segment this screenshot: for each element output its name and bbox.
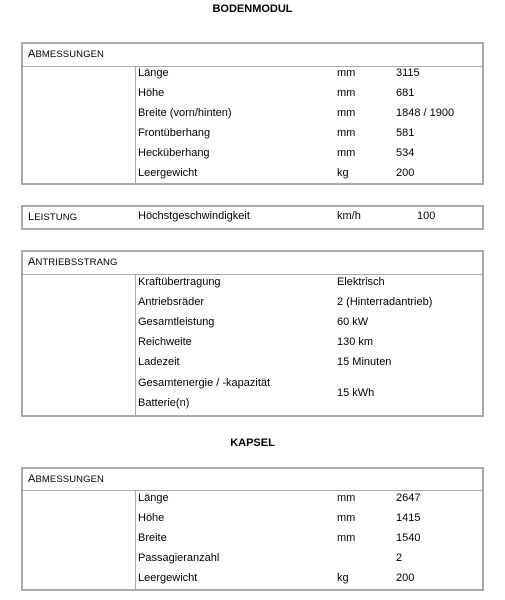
row-value: 200 <box>396 167 415 179</box>
row-value: 15 kWh <box>337 387 375 399</box>
row-label: Leergewicht <box>138 572 198 584</box>
row-label: Breite (vorn/hinten) <box>138 107 232 119</box>
column-divider <box>135 66 136 183</box>
row-value: 1415 <box>396 512 421 524</box>
row-value: 2647 <box>396 492 421 504</box>
column-divider <box>135 490 136 589</box>
row-value: 1848 / 1900 <box>396 107 455 119</box>
row-label: Gesamtleistung <box>138 316 215 328</box>
row-label: Passagieranzahl <box>138 552 220 564</box>
row-label: Höhe <box>138 512 165 524</box>
row-value: 1540 <box>396 532 421 544</box>
table-header <box>23 252 482 275</box>
row-label: Gesamtenergie / -kapazität <box>138 377 271 389</box>
row-value: 60 kW <box>337 316 369 328</box>
row-label: Leergewicht <box>138 167 198 179</box>
row-unit: kg <box>337 167 349 179</box>
table-caption: ABMESSUNGEN <box>28 48 105 60</box>
row-value: 2 <box>396 552 403 564</box>
row-label: Breite <box>138 532 167 544</box>
row-label: Hecküberhang <box>138 147 210 159</box>
row-label: Länge <box>138 492 169 504</box>
row-label: Frontüberhang <box>138 127 211 139</box>
row-label: Kraftübertragung <box>138 276 221 288</box>
row-label: Höhe <box>138 87 165 99</box>
column-divider <box>135 274 136 415</box>
row-unit: kg <box>337 572 349 584</box>
row-label: Länge <box>138 67 169 79</box>
row-label: Antriebsräder <box>138 296 205 308</box>
table-header <box>23 44 482 67</box>
row-value: 534 <box>396 147 415 159</box>
table-caption: ABMESSUNGEN <box>28 473 105 485</box>
row-value: 130 km <box>337 336 374 348</box>
table-header <box>23 469 482 491</box>
row-label: Batterie(n) <box>138 397 190 409</box>
row-unit: mm <box>337 492 356 504</box>
row-unit: mm <box>337 512 356 524</box>
section-title-bodenmodul: BODENMODUL <box>212 3 293 15</box>
row-unit: mm <box>337 87 356 99</box>
row-value: 681 <box>396 87 415 99</box>
row-value: 2 (Hinterradantrieb) <box>337 296 433 308</box>
table-kapsel-abmessungen <box>21 467 484 591</box>
table-antriebsstrang <box>21 250 484 417</box>
row-value: 200 <box>396 572 415 584</box>
row-value: Elektrisch <box>337 276 385 288</box>
table-bodenmodul-abmessungen <box>21 42 484 185</box>
row-value: 15 Minuten <box>337 356 392 368</box>
row-value: 3115 <box>396 67 420 79</box>
table-caption: ANTRIEBSSTRANG <box>28 256 118 268</box>
row-value: 581 <box>396 127 415 139</box>
row-unit: mm <box>337 127 356 139</box>
row-unit: mm <box>337 107 356 119</box>
row-label: Ladezeit <box>138 356 180 368</box>
section-title-kapsel: KAPSEL <box>230 437 275 449</box>
row-unit: mm <box>337 147 356 159</box>
row-label: Höchstgeschwindigkeit <box>138 210 250 222</box>
row-unit: km/h <box>337 210 361 222</box>
row-value: 100 <box>417 210 436 222</box>
row-label: Reichweite <box>138 336 192 348</box>
row-unit: mm <box>337 532 356 544</box>
table-caption: LEISTUNG <box>28 211 78 223</box>
row-unit: mm <box>337 67 356 79</box>
table-leistung <box>21 205 484 230</box>
